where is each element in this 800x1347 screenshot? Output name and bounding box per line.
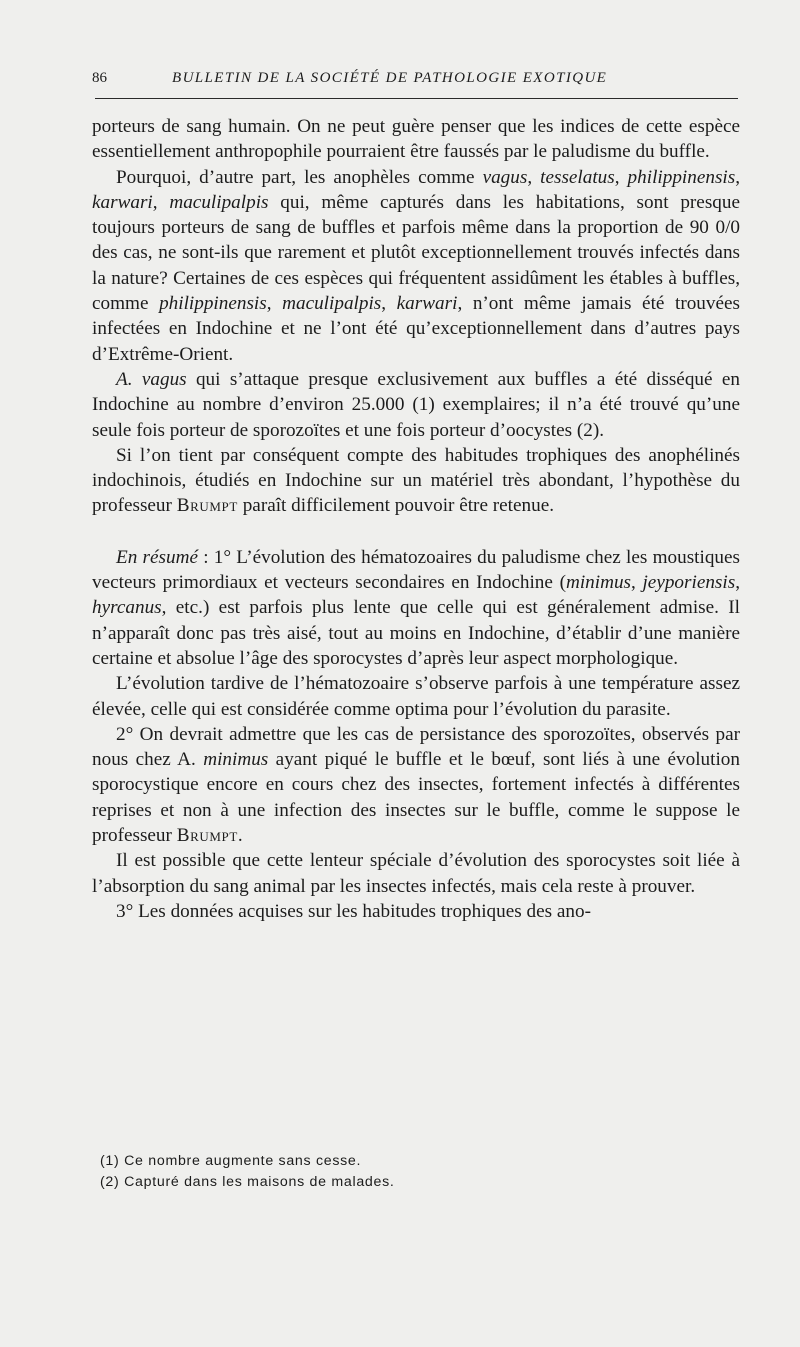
paragraph-2: Pourquoi, d’autre part, les anophèles comme vagus, tesselatus, philippinensis, karwari, maculipalpis qui, même capturés dans les habitations, sont presque toujours porteurs de sang de buffles et parfois même dans la proportion de 90 0/0 des cas, ne sont-ils que rarement et plutôt exceptionnellement trouvés infectés dans la nature? Certaines de ces espèces qui fréquentent assidûment les étables à buffles, comme philippinensis, maculipalpis, karwari, n’ont même jamais été trouvées infectées en Indochine et ne l’ont été qu’exceptionnellement dans d’autres pays d’Extrême-Orient.	[92, 166, 741, 365]
paragraph-7: 2° On devrait admettre que les cas de persistance des sporozoïtes, observés par nous chez A. minimus ayant piqué le buffle et le bœuf, sont liés à une évolution sporocystique encore en cours chez des insectes, fortement infectés à différentes reprises et non à une infection des insectes sur le buffle, comme le suppose le professeur Brumpt.	[92, 723, 740, 847]
footnote-1: (1) Ce nombre augmente sans cesse.	[100, 1153, 362, 1169]
paragraph-8: Il est possible que cette lenteur spéciale d’évolution des sporocystes soit liée à l’absorption du sang animal par les insectes infectés, mais cela reste à prouver.	[92, 850, 740, 897]
footnote-2: (2) Capturé dans les maisons de malades.	[100, 1173, 395, 1190]
paragraph-4: Si l’on tient par conséquent compte des habitudes trophiques des anophélinés indochinois, étudiés en Indochine sur un matériel très abondant, l’hypothèse du professeur Brumpt paraît difficilement pouvoir être retenue.	[92, 444, 740, 517]
footnotes	[100, 1151, 700, 1192]
running-title: BULLETIN DE LA SOCIÉTÉ DE PATHOLOGIE EXOTIQUE	[172, 70, 608, 86]
paragraph-1: porteurs de sang humain. On ne peut guère penser que les indices de cette espèce essentiellement anthropophile pourraient être faussés par le paludisme du buffle.	[92, 116, 740, 163]
page-number: 86	[92, 70, 107, 86]
paragraph-9: 3° Les données acquises sur les habitudes trophiques des ano-	[116, 900, 591, 922]
paragraph-5-summary: En résumé : 1° L’évolution des hématozoaires du paludisme chez les moustiques vecteurs primordiaux et vecteurs secondaires en Indochine (minimus, jeyporiensis, hyrcanus, etc.) est parfois plus lente que celle qui est généralement admise. Il n’apparaît donc pas très aisé, tout au moins en Indochine, d’établir d’une manière certaine et absolue l’âge des sporocystes d’après leur aspect morphologique.	[92, 546, 740, 669]
paragraph-3: A. vagus qui s’attaque presque exclusivement aux buffles a été disséqué en Indochine au nombre d’environ 25.000 (1) exemplaires; il n’a été trouvé qu’une seule fois porteur de sporozoïtes et une fois porteur d’oocystes (2).	[92, 368, 740, 441]
paragraph-6: L’évolution tardive de l’hématozoaire s’observe parfois à une température assez élevée, celle qui est considérée comme optima pour l’évolution du parasite.	[92, 673, 740, 720]
header-rule	[95, 98, 738, 99]
body-text	[92, 114, 740, 924]
page-header	[92, 68, 737, 94]
